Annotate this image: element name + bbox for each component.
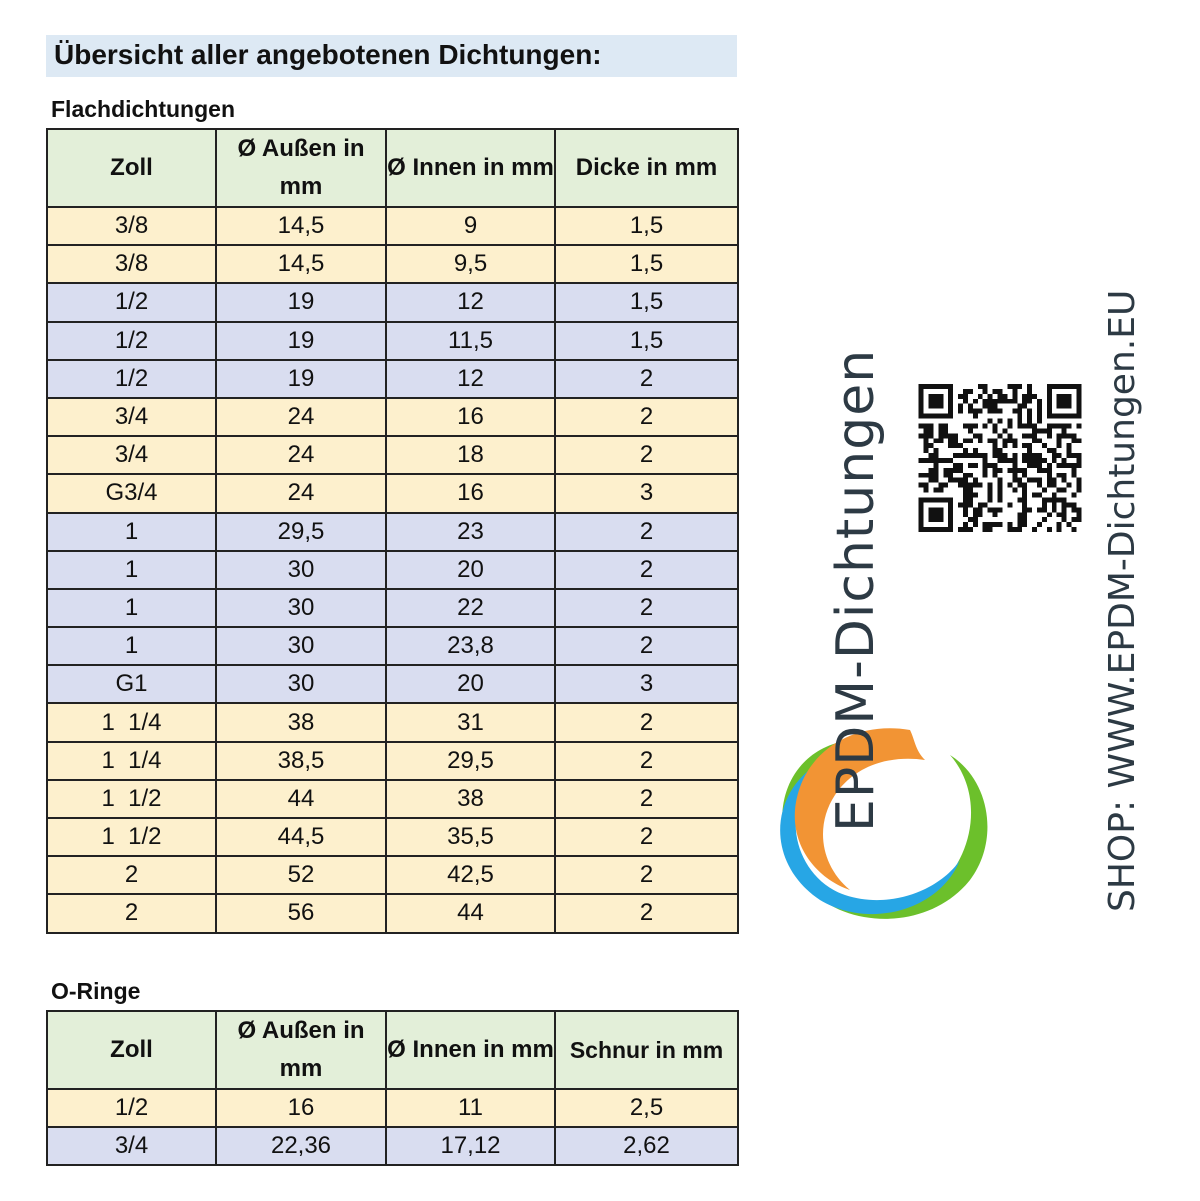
column-header-innen: Ø Innen in mm xyxy=(386,1011,555,1089)
table-row xyxy=(47,513,738,551)
table-cell: 16 xyxy=(216,1089,386,1127)
table-cell: 24 xyxy=(216,474,386,512)
table-cell: 2,5 xyxy=(555,1089,738,1127)
table-row xyxy=(47,818,738,856)
table-cell: 23 xyxy=(386,513,555,551)
table-cell: 30 xyxy=(216,589,386,627)
table-cell: 16 xyxy=(386,398,555,436)
table-row xyxy=(47,283,738,321)
table-cell: 1 xyxy=(47,551,216,589)
table-cell: 24 xyxy=(216,436,386,474)
table-cell: 1 xyxy=(47,513,216,551)
brand-name-vertical: EPDM-Dichtungen xyxy=(826,348,886,832)
table-cell: G1 xyxy=(47,665,216,703)
table-cell: 14,5 xyxy=(216,245,386,283)
table-cell: 1 1/4 xyxy=(47,703,216,741)
qr-code-icon xyxy=(918,384,1082,532)
table-row xyxy=(47,322,738,360)
table-cell: 1 xyxy=(47,589,216,627)
table-cell: 3 xyxy=(555,474,738,512)
table-cell: 2 xyxy=(555,703,738,741)
shop-url-vertical: SHOP: WWW.EPDM-Dichtungen.EU xyxy=(1102,289,1143,912)
table-cell: 29,5 xyxy=(216,513,386,551)
table-cell: 1/2 xyxy=(47,322,216,360)
table-row xyxy=(47,207,738,245)
column-header-schnur: Schnur in mm xyxy=(555,1011,738,1089)
table-cell: 2 xyxy=(555,513,738,551)
table-cell: 20 xyxy=(386,551,555,589)
table-row xyxy=(47,1089,738,1127)
table-cell: 3/4 xyxy=(47,436,216,474)
column-header-aussen: Ø Außen in mm xyxy=(216,129,386,207)
table-cell: 2 xyxy=(555,627,738,665)
column-header-aussen: Ø Außen in mm xyxy=(216,1011,386,1089)
table-cell: 2 xyxy=(555,818,738,856)
table-cell: 2 xyxy=(47,894,216,932)
table-row xyxy=(47,474,738,512)
table-cell: 24 xyxy=(216,398,386,436)
table-cell: 42,5 xyxy=(386,856,555,894)
column-header-dicke: Dicke in mm xyxy=(555,129,738,207)
table-row xyxy=(47,245,738,283)
table-row xyxy=(47,627,738,665)
table-cell: 1/2 xyxy=(47,283,216,321)
table-cell: 14,5 xyxy=(216,207,386,245)
table-cell: 30 xyxy=(216,551,386,589)
table-row xyxy=(47,894,738,932)
table-cell: 18 xyxy=(386,436,555,474)
table-cell: 1/2 xyxy=(47,360,216,398)
table-cell: 1 1/4 xyxy=(47,742,216,780)
table-cell: 44 xyxy=(216,780,386,818)
table-cell: 1/2 xyxy=(47,1089,216,1127)
table-cell: 1 1/2 xyxy=(47,780,216,818)
table-cell: 2 xyxy=(555,436,738,474)
table-cell: 1 1/2 xyxy=(47,818,216,856)
table-cell: 2 xyxy=(555,551,738,589)
table-row xyxy=(47,360,738,398)
table-row xyxy=(47,742,738,780)
table-cell: 3/8 xyxy=(47,207,216,245)
table-cell: 1,5 xyxy=(555,245,738,283)
column-header-zoll: Zoll xyxy=(47,1011,216,1089)
table-row xyxy=(47,551,738,589)
table-header-row xyxy=(47,1011,738,1089)
section-label-o-ringe: O-Ringe xyxy=(51,978,141,1004)
table-row xyxy=(47,780,738,818)
table-row xyxy=(47,703,738,741)
table-cell: 1,5 xyxy=(555,322,738,360)
column-header-innen: Ø Innen in mm xyxy=(386,129,555,207)
section-label-flachdichtungen: Flachdichtungen xyxy=(51,96,235,122)
table-cell: 12 xyxy=(386,360,555,398)
table-cell: 2 xyxy=(555,856,738,894)
table-cell: 38 xyxy=(216,703,386,741)
table-cell: 23,8 xyxy=(386,627,555,665)
table-cell: 19 xyxy=(216,322,386,360)
table-cell: 52 xyxy=(216,856,386,894)
table-cell: 9 xyxy=(386,207,555,245)
table-cell: 1,5 xyxy=(555,283,738,321)
page-title: Übersicht aller angebotenen Dichtungen: xyxy=(46,35,737,77)
table-cell: 19 xyxy=(216,283,386,321)
table-cell: 22 xyxy=(386,589,555,627)
table-header-row xyxy=(47,129,738,207)
table-row xyxy=(47,436,738,474)
table-cell: 20 xyxy=(386,665,555,703)
table-row xyxy=(47,856,738,894)
table-cell: 38,5 xyxy=(216,742,386,780)
table-cell: 2,62 xyxy=(555,1127,738,1165)
table-cell: 11 xyxy=(386,1089,555,1127)
table-cell: 2 xyxy=(555,780,738,818)
flachdichtungen-table xyxy=(46,128,739,934)
table-cell: 22,36 xyxy=(216,1127,386,1165)
table-cell: 19 xyxy=(216,360,386,398)
table-cell: 31 xyxy=(386,703,555,741)
o-ringe-table xyxy=(46,1010,739,1166)
table-cell: 3 xyxy=(555,665,738,703)
table-cell: 1,5 xyxy=(555,207,738,245)
table-cell: 9,5 xyxy=(386,245,555,283)
table-row xyxy=(47,665,738,703)
table-cell: 3/8 xyxy=(47,245,216,283)
table-cell: 30 xyxy=(216,665,386,703)
table-cell: 3/4 xyxy=(47,398,216,436)
table-cell: 3/4 xyxy=(47,1127,216,1165)
column-header-zoll: Zoll xyxy=(47,129,216,207)
table-cell: 16 xyxy=(386,474,555,512)
table-cell: 29,5 xyxy=(386,742,555,780)
table-cell: 30 xyxy=(216,627,386,665)
table-cell: 2 xyxy=(555,742,738,780)
table-row xyxy=(47,589,738,627)
table-cell: 2 xyxy=(555,589,738,627)
table-cell: 2 xyxy=(555,894,738,932)
table-cell: G3/4 xyxy=(47,474,216,512)
table-cell: 44 xyxy=(386,894,555,932)
table-cell: 44,5 xyxy=(216,818,386,856)
table-cell: 12 xyxy=(386,283,555,321)
table-cell: 35,5 xyxy=(386,818,555,856)
table-cell: 2 xyxy=(47,856,216,894)
table-cell: 2 xyxy=(555,360,738,398)
table-cell: 1 xyxy=(47,627,216,665)
table-cell: 17,12 xyxy=(386,1127,555,1165)
table-cell: 2 xyxy=(555,398,738,436)
table-cell: 38 xyxy=(386,780,555,818)
table-row xyxy=(47,1127,738,1165)
table-row xyxy=(47,398,738,436)
table-cell: 56 xyxy=(216,894,386,932)
table-cell: 11,5 xyxy=(386,322,555,360)
